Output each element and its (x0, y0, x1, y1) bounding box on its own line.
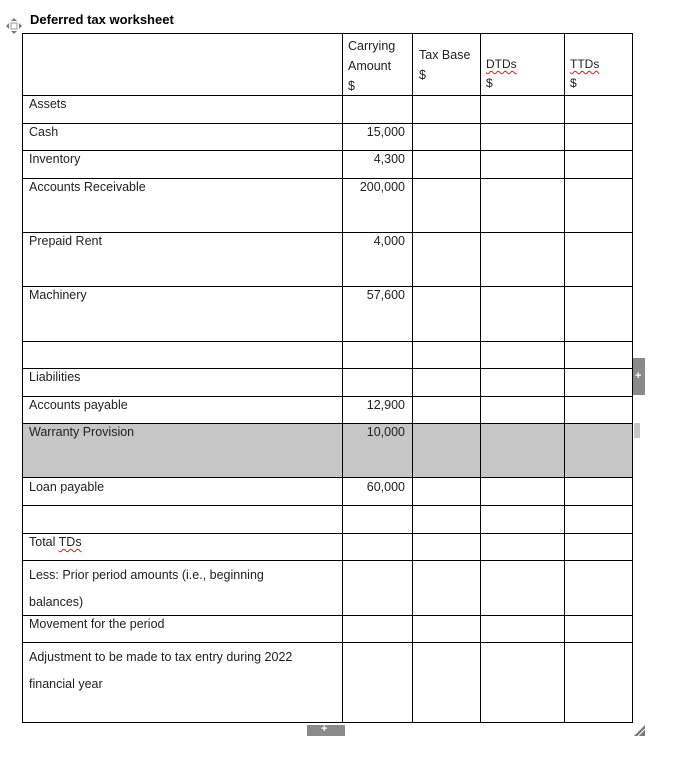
less-prior-line2: balances) (29, 595, 84, 609)
warranty-provision-carrying-amount: 10,000 (366, 425, 405, 439)
header-ttds[interactable] (570, 55, 599, 93)
inventory-carrying-amount: 4,300 (373, 152, 405, 166)
accounts-payable-carrying-amount: 12,900 (366, 398, 405, 412)
header-ttds-unit: $ (570, 76, 577, 90)
header-dtds-label: DTDs (486, 57, 517, 71)
row-label-accounts-payable: Accounts payable (29, 398, 128, 412)
header-carrying-unit: $ (348, 79, 355, 93)
header-tax-base[interactable] (419, 45, 470, 85)
total-tds-prefix: Total (29, 535, 59, 549)
header-carrying-line2: Amount (348, 59, 392, 73)
table-move-handle-icon[interactable] (6, 18, 22, 34)
header-carrying-amount[interactable] (348, 36, 395, 96)
row-label-movement: Movement for the period (29, 617, 165, 631)
adjustment-line1: Adjustment to be made to tax entry during 2022 (29, 650, 293, 664)
row-label-assets: Assets (29, 97, 67, 111)
row-label-cash: Cash (29, 125, 59, 139)
header-ttds-label: TTDs (570, 57, 600, 71)
header-dtds-unit: $ (486, 76, 493, 90)
row-label-machinery: Machinery (29, 288, 87, 302)
row-label-warranty-provision: Warranty Provision (29, 425, 135, 439)
adjustment-line2: financial year (29, 677, 103, 691)
insert-row-glyph: + (635, 370, 642, 382)
row-label-inventory: Inventory (29, 152, 81, 166)
loan-payable-carrying-amount: 60,000 (366, 480, 405, 494)
insert-column-button[interactable] (307, 725, 345, 736)
insert-column-glyph: + (321, 723, 328, 735)
row-label-adjustment (29, 644, 292, 698)
prepaid-rent-carrying-amount: 4,000 (373, 234, 405, 248)
header-taxbase-unit: $ (419, 68, 426, 82)
machinery-carrying-amount: 57,600 (366, 288, 405, 302)
row-label-accounts-receivable: Accounts Receivable (29, 180, 146, 194)
row-label-prepaid-rent: Prepaid Rent (29, 234, 102, 248)
deferred-tax-table[interactable] (22, 33, 633, 723)
row-label-less-prior (29, 562, 264, 616)
row-label-loan-payable: Loan payable (29, 480, 105, 494)
header-carrying-line1: Carrying (348, 39, 396, 53)
cash-carrying-amount: 15,000 (366, 125, 405, 139)
header-taxbase-line1: Tax Base (419, 48, 471, 62)
header-dtds[interactable] (486, 55, 517, 93)
row-label-liabilities: Liabilities (29, 370, 81, 384)
less-prior-line1: Less: Prior period amounts (i.e., beginning (29, 568, 264, 582)
table-resize-handle-icon[interactable] (633, 724, 645, 736)
worksheet-title: Deferred tax worksheet (30, 12, 174, 27)
row-selection-marker (634, 423, 640, 438)
insert-row-button[interactable] (633, 358, 645, 395)
total-tds-word: TDs (58, 535, 82, 549)
row-label-total-tds (29, 535, 82, 549)
accounts-receivable-carrying-amount: 200,000 (359, 180, 405, 194)
